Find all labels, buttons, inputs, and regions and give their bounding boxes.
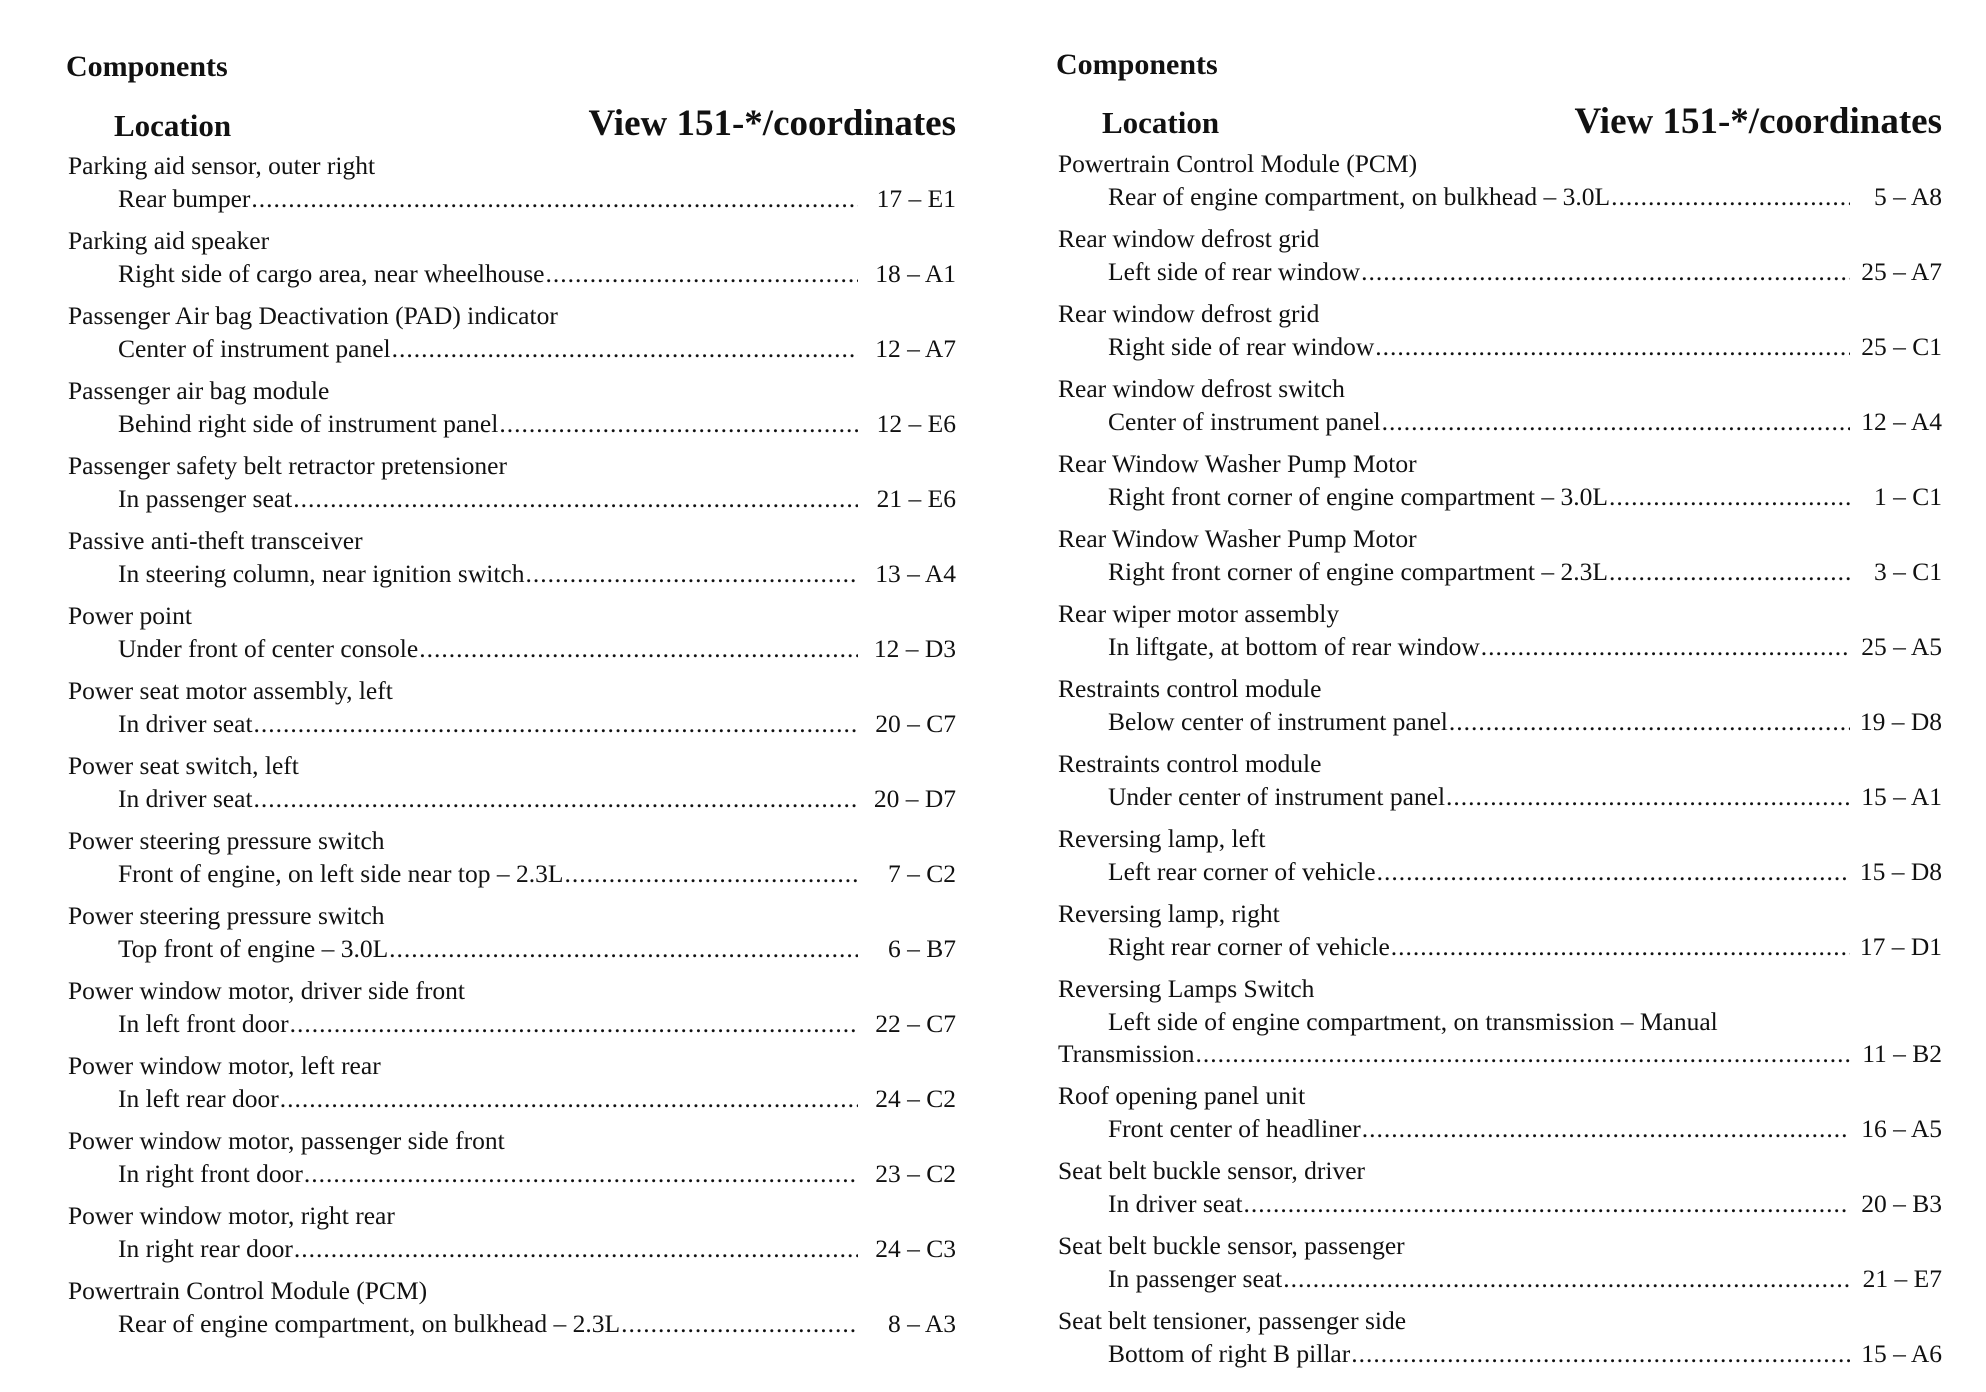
component-list: [1056, 148, 1956, 1380]
component-name: Parking aid sensor, outer right: [68, 151, 376, 180]
component-location: [118, 1008, 858, 1040]
view-coordinates-heading: View 151-*/coordinates: [1574, 101, 1942, 142]
location-text: In right front door: [118, 1159, 303, 1188]
component-name: Passenger safety belt retractor pretensioner: [68, 451, 507, 480]
view-coordinate: 12 – A4: [1861, 407, 1942, 436]
dot-leader: [564, 858, 858, 890]
location-text: Left side of rear window: [1108, 257, 1361, 286]
list-item: [66, 150, 956, 225]
component-name: Power window motor, driver side front: [68, 976, 465, 1005]
view-coordinate: 25 – A5: [1861, 632, 1942, 661]
list-item: [66, 675, 956, 750]
component-location: [118, 783, 858, 815]
component-name: Powertrain Control Module (PCM): [68, 1276, 428, 1305]
view-coordinate: 25 – C1: [1861, 332, 1942, 361]
view-coordinate: 12 – E6: [876, 409, 956, 438]
component-name: Restraints control module: [1058, 749, 1322, 778]
list-item: [66, 225, 956, 300]
location-text: Right front corner of engine compartment – 3.0L: [1108, 482, 1608, 511]
list-item: [1056, 148, 1956, 223]
list-item: [1056, 598, 1956, 673]
list-item: [66, 825, 956, 900]
location-text: In passenger seat: [118, 484, 293, 513]
location-text: Center of instrument panel: [1108, 407, 1381, 436]
component-location: [118, 1233, 858, 1265]
component-location: [118, 708, 858, 740]
dot-leader: [419, 633, 858, 665]
component-name: Power seat motor assembly, left: [68, 676, 393, 705]
list-item: [1056, 1155, 1956, 1230]
location-text: Right front corner of engine compartment – 2.3L: [1108, 557, 1608, 586]
location-text: Under center of instrument panel: [1108, 782, 1446, 811]
component-name: Power steering pressure switch: [68, 826, 385, 855]
component-location: [118, 333, 858, 365]
list-item: [66, 1125, 956, 1200]
view-coordinate: 3 – C1: [1873, 557, 1942, 586]
component-name: Passive anti-theft transceiver: [68, 526, 363, 555]
component-name: Passenger Air bag Deactivation (PAD) indicator: [68, 301, 558, 330]
dot-leader: [294, 1233, 858, 1265]
component-name: Power window motor, left rear: [68, 1051, 381, 1080]
component-location: [1108, 1188, 1850, 1220]
component-name: Rear window defrost switch: [1058, 374, 1345, 403]
component-name: Seat belt tensioner, passenger side: [1058, 1306, 1407, 1335]
component-location: [1058, 1038, 1850, 1070]
component-location: [1108, 631, 1850, 663]
list-item: [66, 975, 956, 1050]
component-location: [1108, 481, 1850, 513]
component-name: Reversing lamp, left: [1058, 824, 1266, 853]
location-text: In steering column, near ignition switch: [118, 559, 525, 588]
component-location: [118, 183, 858, 215]
location-text: In left front door: [118, 1009, 289, 1038]
component-name: Power seat switch, left: [68, 751, 299, 780]
dot-leader: [1391, 931, 1850, 963]
component-location: [1108, 331, 1850, 363]
view-coordinate: 21 – E6: [876, 484, 956, 513]
component-location: [1108, 856, 1850, 888]
dot-leader: [1446, 781, 1850, 813]
dot-leader: [1244, 1188, 1850, 1220]
list-item: [66, 525, 956, 600]
component-name: Rear Window Washer Pump Motor: [1058, 524, 1417, 553]
location-text-line-1: Left side of engine compartment, on transmission – Manual: [1108, 1007, 1718, 1036]
component-location: [1108, 1113, 1850, 1145]
dot-leader: [1375, 331, 1850, 363]
dot-leader: [304, 1158, 858, 1190]
location-text: Rear of engine compartment, on bulkhead – 3.0L: [1108, 182, 1611, 211]
location-text: Rear bumper: [118, 184, 251, 213]
list-item: [66, 375, 956, 450]
view-coordinate: 15 – A1: [1861, 782, 1942, 811]
section-title: Components: [66, 50, 228, 83]
list-item: [1056, 523, 1956, 598]
component-location: [1108, 556, 1850, 588]
component-name: Power window motor, passenger side front: [68, 1126, 505, 1155]
dot-leader: [526, 558, 859, 590]
component-location: [1108, 706, 1850, 738]
component-location: [118, 933, 858, 965]
dot-leader: [290, 1008, 858, 1040]
component-name: Restraints control module: [1058, 674, 1322, 703]
component-name: Parking aid speaker: [68, 226, 270, 255]
location-text: Front of engine, on left side near top – 2.3L: [118, 859, 564, 888]
view-coordinate: 8 – A3: [887, 1309, 956, 1338]
list-item: [1056, 823, 1956, 898]
component-name: Rear Window Washer Pump Motor: [1058, 449, 1417, 478]
view-coordinate: 25 – A7: [1861, 257, 1942, 286]
dot-leader: [1609, 481, 1850, 513]
list-item: [66, 750, 956, 825]
location-text-line-2: Transmission: [1058, 1039, 1195, 1068]
component-location: [1108, 1338, 1850, 1370]
component-location: [118, 1158, 858, 1190]
dot-leader: [546, 258, 859, 290]
list-item: [1056, 1080, 1956, 1155]
component-name: Seat belt buckle sensor, passenger: [1058, 1231, 1405, 1260]
view-coordinate: 17 – D1: [1859, 932, 1942, 961]
list-item: [1056, 1230, 1956, 1305]
location-text: Right side of cargo area, near wheelhouse: [118, 259, 545, 288]
view-coordinate: 20 – D7: [873, 784, 956, 813]
dot-leader: [1196, 1038, 1850, 1070]
component-name: Power window motor, right rear: [68, 1201, 395, 1230]
dot-leader: [1283, 1263, 1850, 1295]
component-name: Rear window defrost grid: [1058, 299, 1320, 328]
view-coordinate: 16 – A5: [1861, 1114, 1942, 1143]
location-text: Bottom of right B pillar: [1108, 1339, 1351, 1368]
component-location: [1108, 256, 1850, 288]
view-coordinate: 5 – A8: [1873, 182, 1942, 211]
dot-leader: [1361, 256, 1850, 288]
component-name: Reversing Lamps Switch: [1058, 974, 1315, 1003]
component-location: [1108, 781, 1850, 813]
list-item: [66, 450, 956, 525]
location-text: Left rear corner of vehicle: [1108, 857, 1376, 886]
component-location: [118, 483, 858, 515]
dot-leader: [621, 1308, 858, 1340]
location-text: In passenger seat: [1108, 1264, 1283, 1293]
dot-leader: [392, 333, 858, 365]
dot-leader: [293, 483, 858, 515]
list-item: [66, 1050, 956, 1125]
location-text: In liftgate, at bottom of rear window: [1108, 632, 1480, 661]
location-heading: Location: [114, 108, 232, 143]
component-location: [118, 258, 858, 290]
component-name: Powertrain Control Module (PCM): [1058, 149, 1418, 178]
component-location: [118, 558, 858, 590]
component-list: [66, 150, 956, 1350]
location-text: In driver seat: [1108, 1189, 1243, 1218]
location-text: Under front of center console: [118, 634, 419, 663]
view-coordinate: 22 – C7: [875, 1009, 956, 1038]
component-location: [1108, 1263, 1850, 1295]
view-coordinate: 18 – A1: [875, 259, 956, 288]
view-coordinate: 13 – A4: [875, 559, 956, 588]
list-item: [1056, 748, 1956, 823]
view-coordinate: 15 – A6: [1861, 1339, 1942, 1368]
location-text: In driver seat: [118, 709, 253, 738]
list-item: [66, 300, 956, 375]
view-coordinate: 20 – C7: [875, 709, 956, 738]
location-heading: Location: [1102, 105, 1220, 140]
location-text: Top front of engine – 3.0L: [118, 934, 389, 963]
list-item: [1056, 373, 1956, 448]
dot-leader: [1449, 706, 1850, 738]
view-coordinate: 21 – E7: [1862, 1264, 1942, 1293]
component-location: [1108, 406, 1850, 438]
location-text: Behind right side of instrument panel: [118, 409, 499, 438]
list-item: [1056, 673, 1956, 748]
list-item: [1056, 223, 1956, 298]
list-item: [66, 600, 956, 675]
location-text: Center of instrument panel: [118, 334, 391, 363]
view-coordinate: 12 – D3: [873, 634, 956, 663]
view-coordinate: 15 – D8: [1859, 857, 1942, 886]
dot-leader: [389, 933, 858, 965]
component-location: [118, 408, 858, 440]
section-title: Components: [1056, 48, 1218, 81]
component-location: [118, 1083, 858, 1115]
component-name: Power steering pressure switch: [68, 901, 385, 930]
list-item: [1056, 448, 1956, 523]
view-coordinates-heading: View 151-*/coordinates: [588, 103, 956, 144]
dot-leader: [1351, 1338, 1850, 1370]
view-coordinate: 24 – C2: [875, 1084, 956, 1113]
dot-leader: [254, 708, 858, 740]
dot-leader: [1382, 406, 1850, 438]
component-location: [118, 633, 858, 665]
location-text: In left rear door: [118, 1084, 279, 1113]
component-name: Roof opening panel unit: [1058, 1081, 1306, 1110]
dot-leader: [1481, 631, 1850, 663]
component-location: [118, 1308, 858, 1340]
location-text: Below center of instrument panel: [1108, 707, 1448, 736]
location-text: Rear of engine compartment, on bulkhead – 2.3L: [118, 1309, 621, 1338]
list-item: [66, 1200, 956, 1275]
view-coordinate: 1 – C1: [1873, 482, 1942, 511]
location-text: In driver seat: [118, 784, 253, 813]
dot-leader: [1609, 556, 1850, 588]
dot-leader: [254, 783, 858, 815]
view-coordinate: 7 – C2: [887, 859, 956, 888]
list-item: [1056, 973, 1956, 1080]
view-coordinate: 24 – C3: [875, 1234, 956, 1263]
location-text: Right rear corner of vehicle: [1108, 932, 1390, 961]
dot-leader: [251, 183, 858, 215]
component-name: Rear window defrost grid: [1058, 224, 1320, 253]
component-name: Seat belt buckle sensor, driver: [1058, 1156, 1366, 1185]
location-text: Right side of rear window: [1108, 332, 1375, 361]
view-coordinate: 6 – B7: [887, 934, 956, 963]
component-name: Rear wiper motor assembly: [1058, 599, 1340, 628]
view-coordinate: 23 – C2: [875, 1159, 956, 1188]
component-name: Power point: [68, 601, 192, 630]
dot-leader: [1362, 1113, 1850, 1145]
component-location: [118, 858, 858, 890]
list-item: [1056, 298, 1956, 373]
view-coordinate: 12 – A7: [875, 334, 956, 363]
view-coordinate: 11 – B2: [1862, 1039, 1942, 1068]
view-coordinate: 20 – B3: [1861, 1189, 1942, 1218]
location-text: Front center of headliner: [1108, 1114, 1361, 1143]
dot-leader: [1377, 856, 1850, 888]
list-item: [66, 900, 956, 975]
component-name: Reversing lamp, right: [1058, 899, 1280, 928]
component-location: [1108, 931, 1850, 963]
view-coordinate: 17 – E1: [876, 184, 956, 213]
dot-leader: [280, 1083, 858, 1115]
list-item: [66, 1275, 956, 1350]
dot-leader: [1611, 181, 1850, 213]
location-text: In right rear door: [118, 1234, 293, 1263]
list-item: [1056, 1305, 1956, 1380]
view-coordinate: 19 – D8: [1859, 707, 1942, 736]
dot-leader: [499, 408, 858, 440]
list-item: [1056, 898, 1956, 973]
component-location: [1108, 181, 1850, 213]
component-name: Passenger air bag module: [68, 376, 330, 405]
